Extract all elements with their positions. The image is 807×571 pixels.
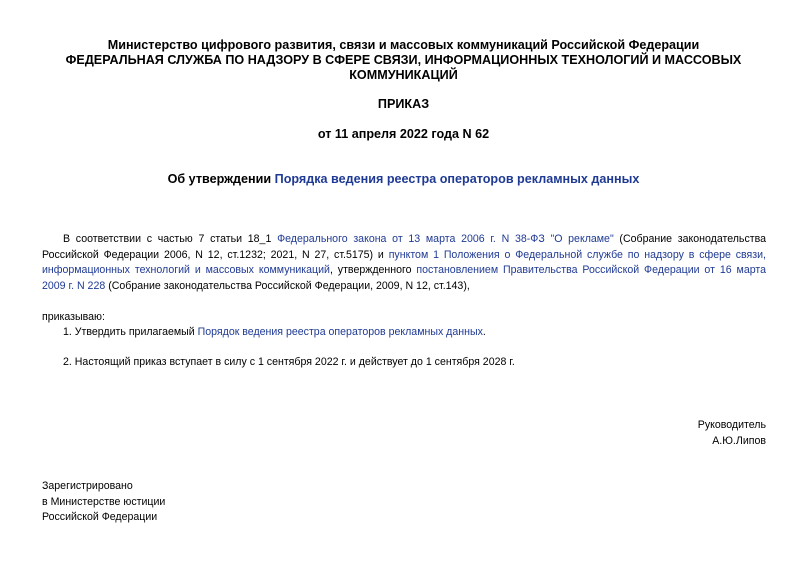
subject-link[interactable]: Порядка ведения реестра операторов рекламных данных xyxy=(274,172,640,186)
registration-line-3: Российской Федерации xyxy=(42,511,158,523)
preamble-paragraph xyxy=(42,232,766,294)
subject-prefix: Об утверждении xyxy=(167,172,275,186)
signatory-name: А.Ю.Липов xyxy=(712,434,766,447)
document-type: ПРИКАЗ xyxy=(377,97,430,111)
procedure-link[interactable]: Порядок ведения реестра операторов рекламных данных xyxy=(197,326,483,338)
item-1-text: 1. Утвердить прилагаемый xyxy=(63,326,198,338)
item-1-end: . xyxy=(482,326,486,338)
law-link[interactable]: Федерального закона от 13 марта 2006 г. N 38-ФЗ "О рекламе" xyxy=(277,233,614,245)
document-date-number: от 11 апреля 2022 года N 62 xyxy=(317,127,490,141)
order-item-2: 2. Настоящий приказ вступает в силу с 1 сентября 2022 г. и действует до 1 сентября 2028 г. xyxy=(63,356,515,368)
order-item-1 xyxy=(42,325,766,341)
registration-block xyxy=(42,479,165,526)
signatory-position: Руководитель xyxy=(697,419,766,431)
preamble-text-4: (Собрание законодательства Российской Федерации, 2009, N 12, ст.143), xyxy=(105,279,470,292)
preamble-text-3: , утвержденного xyxy=(329,264,417,276)
document-subject xyxy=(40,172,767,187)
service-title: ФЕДЕРАЛЬНАЯ СЛУЖБА ПО НАДЗОРУ В СФЕРЕ СВЯЗИ, ИНФОРМАЦИОННЫХ ТЕХНОЛОГИЙ И МАССОВЫХ КОММУНИКАЦИЙ xyxy=(65,53,742,82)
preamble-text-2: (Собрание законодательства Российской Федерации 2006, N 12, ст.1232; 2021, N 27, ст.5175) и xyxy=(42,233,767,261)
preamble-text-1: В соответствии с частью 7 статьи 18_1 xyxy=(63,233,278,245)
ministry-title: Министерство цифрового развития, связи и массовых коммуникаций Российской Федерации xyxy=(107,38,700,52)
registration-line-2: в Министерстве юстиции xyxy=(42,495,166,508)
government-decree-link[interactable]: постановлением Правительства Российской Федерации от 16 марта 2009 г. N 228 xyxy=(42,264,766,292)
registration-line-1: Зарегистрировано xyxy=(42,480,133,492)
order-word: приказываю: xyxy=(42,311,105,323)
regulation-link[interactable]: пунктом 1 Положения о Федеральной службе по надзору в сфере связи, информационных технологий и массовых коммуникаций xyxy=(42,248,766,276)
signature-block xyxy=(698,418,766,449)
